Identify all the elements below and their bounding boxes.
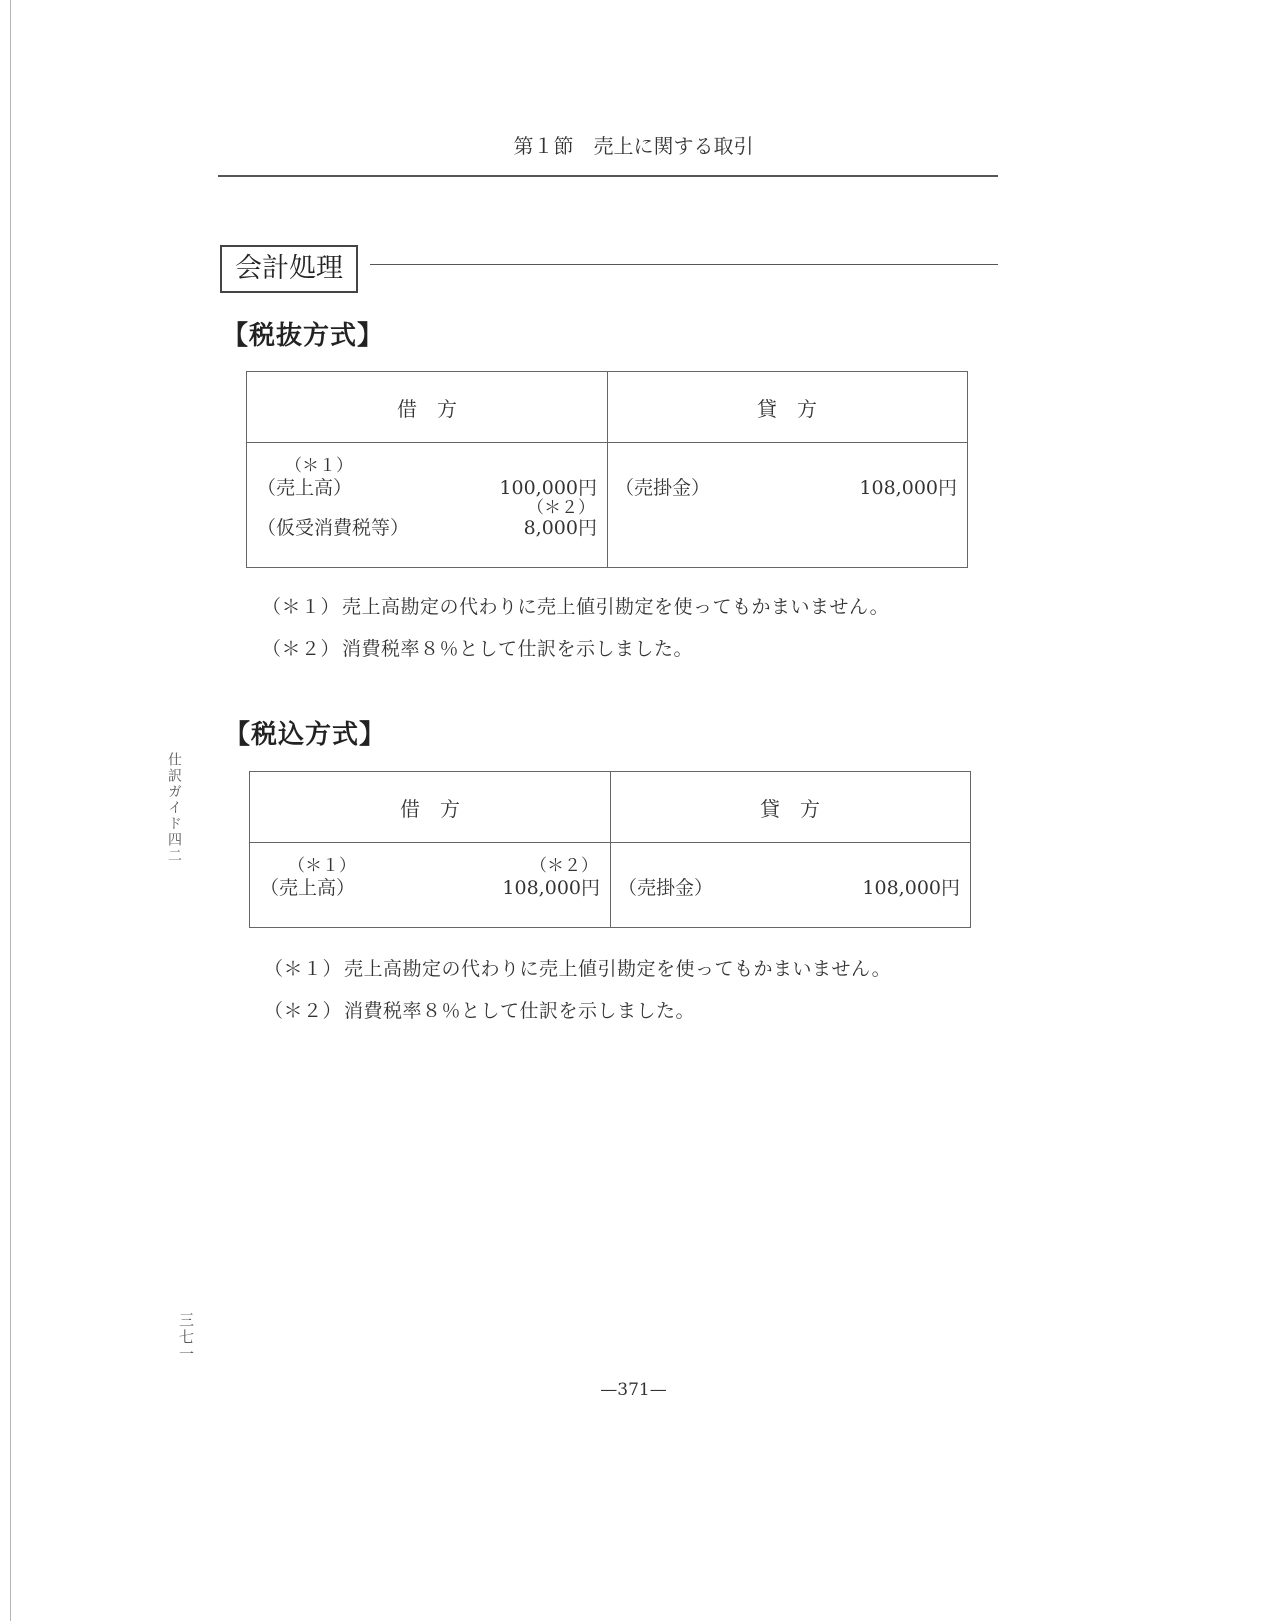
debit-entry-amount: 108,000円 bbox=[502, 877, 600, 899]
footnote bbox=[262, 592, 889, 619]
margin-book-label: 仕訳ガイド四二 bbox=[166, 752, 182, 864]
footnote-text: 売上高勘定の代わりに売上値引勘定を使ってもかまいません。 bbox=[342, 596, 890, 618]
debit-header: 借 方 bbox=[400, 797, 460, 821]
journal-table-tax-included bbox=[249, 771, 971, 928]
footnote bbox=[264, 996, 695, 1023]
debit-entry-note: （＊１） bbox=[285, 456, 353, 476]
footnote-ref: （＊１） bbox=[264, 958, 343, 980]
debit-entry-note: （＊２） bbox=[530, 856, 598, 876]
debit-entry-account: （売上高） bbox=[260, 877, 356, 899]
section-header bbox=[0, 130, 1267, 159]
footnote-ref: （＊１） bbox=[262, 596, 341, 618]
credit-header: 貸 方 bbox=[757, 397, 817, 421]
footnote-text: 消費税率８％として仕訳を示しました。 bbox=[344, 1000, 696, 1022]
heading-box: 会計処理 bbox=[220, 245, 358, 293]
section-title: 売上に関する取引 bbox=[593, 134, 754, 158]
debit-entry-account: （売上高） bbox=[257, 477, 353, 499]
footnote-ref: （＊２） bbox=[262, 638, 341, 660]
margin-page-kanji: 三七一 bbox=[177, 1312, 195, 1363]
section-title-tax-excluded: 【税抜方式】 bbox=[222, 321, 385, 351]
column-divider bbox=[607, 372, 608, 567]
debit-entry-amount: 100,000円 bbox=[499, 477, 597, 499]
footnote-text: 売上高勘定の代わりに売上値引勘定を使ってもかまいません。 bbox=[344, 958, 892, 980]
debit-entry-note: （＊１） bbox=[288, 856, 356, 876]
heading-rule bbox=[370, 264, 998, 265]
page-left-edge bbox=[10, 0, 11, 1621]
journal-table-tax-excluded bbox=[246, 371, 968, 568]
credit-entry-amount: 108,000円 bbox=[862, 877, 960, 899]
footnote bbox=[262, 634, 693, 661]
credit-header: 貸 方 bbox=[760, 797, 820, 821]
debit-entry-account: （仮受消費税等） bbox=[257, 517, 410, 539]
section-title-tax-included: 【税込方式】 bbox=[224, 720, 387, 750]
debit-header: 借 方 bbox=[397, 397, 457, 421]
credit-entry-account: （売掛金） bbox=[618, 877, 714, 899]
footnote bbox=[264, 954, 891, 981]
credit-entry-account: （売掛金） bbox=[615, 477, 711, 499]
section-number: 第１節 bbox=[513, 134, 574, 158]
debit-entry-amount: 8,000円 bbox=[523, 517, 597, 539]
credit-entry-amount: 108,000円 bbox=[859, 477, 957, 499]
header-rule bbox=[218, 175, 998, 177]
footnote-ref: （＊２） bbox=[264, 1000, 343, 1022]
column-divider bbox=[610, 772, 611, 927]
debit-entry-note: （＊２） bbox=[527, 498, 595, 518]
page-number: —371— bbox=[600, 1380, 667, 1400]
footnote-text: 消費税率８％として仕訳を示しました。 bbox=[342, 638, 694, 660]
